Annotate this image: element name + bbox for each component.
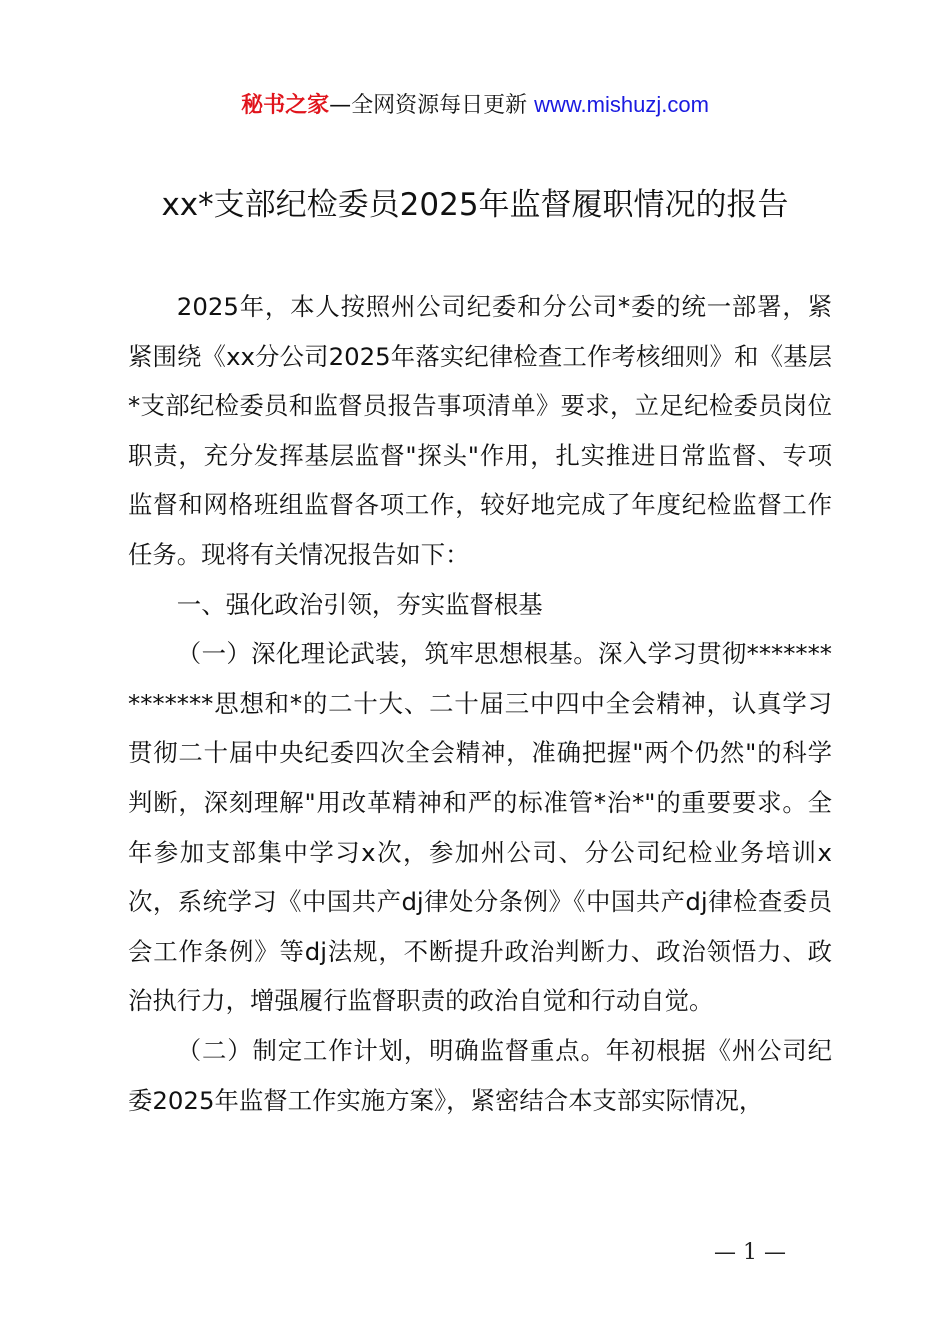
intro-paragraph: 2025年，本人按照州公司纪委和分公司*委的统一部署，紧紧围绕《xx分公司2025年落实纪律检查工作考核细则》和《基层*支部纪检委员和监督员报告事项清单》要求，立足纪检委员岗位职责，充分发挥基层监督"探头"作用，扎实推进日常监督、专项监督和网格班组监督各项工作，较好地完成了年度纪检监督工作任务。现将有关情况报告如下： [128,292,832,569]
site-url-link[interactable]: www.mishuzj.com [534,92,709,117]
section-heading-1: 一、强化政治引领，夯实监督根基 [176,589,543,619]
subsection-paragraph-2: （二）制定工作计划，明确监督重点。年初根据《州公司纪委2025年监督工作实施方案》，紧密结合本支部实际情况， [128,1035,832,1115]
document-title: xx*支部纪检委员2025年监督履职情况的报告 [161,187,789,223]
subsection-paragraph-1: （一）深化理论武装，筑牢思想根基。深入学习贯彻**************思想和*的二十大、二十届三中四中全会精神，认真学习贯彻二十届中央纪委四次全会精神，准确把握"两个仍然"的科学判断，深刻理解"用改革精神和严的标准管*治*"的重要要求。全年参加支部集中学习x次，参加州公司、分公司纪检业务培训x次，系统学习《中国共产dj律处分条例》《中国共产dj律检查委员会工作条例》等dj法规，不断提升政治判断力、政治领悟力、政治执行力，增强履行监督职责的政治自觉和行动自觉。 [128,639,832,1016]
brand-name: 秘书之家 [241,93,330,118]
site-header [0,88,950,123]
document-body [128,282,832,1125]
header-slogan: —全网资源每日更新 [329,93,535,118]
page-number: — 1 — [714,1240,786,1265]
